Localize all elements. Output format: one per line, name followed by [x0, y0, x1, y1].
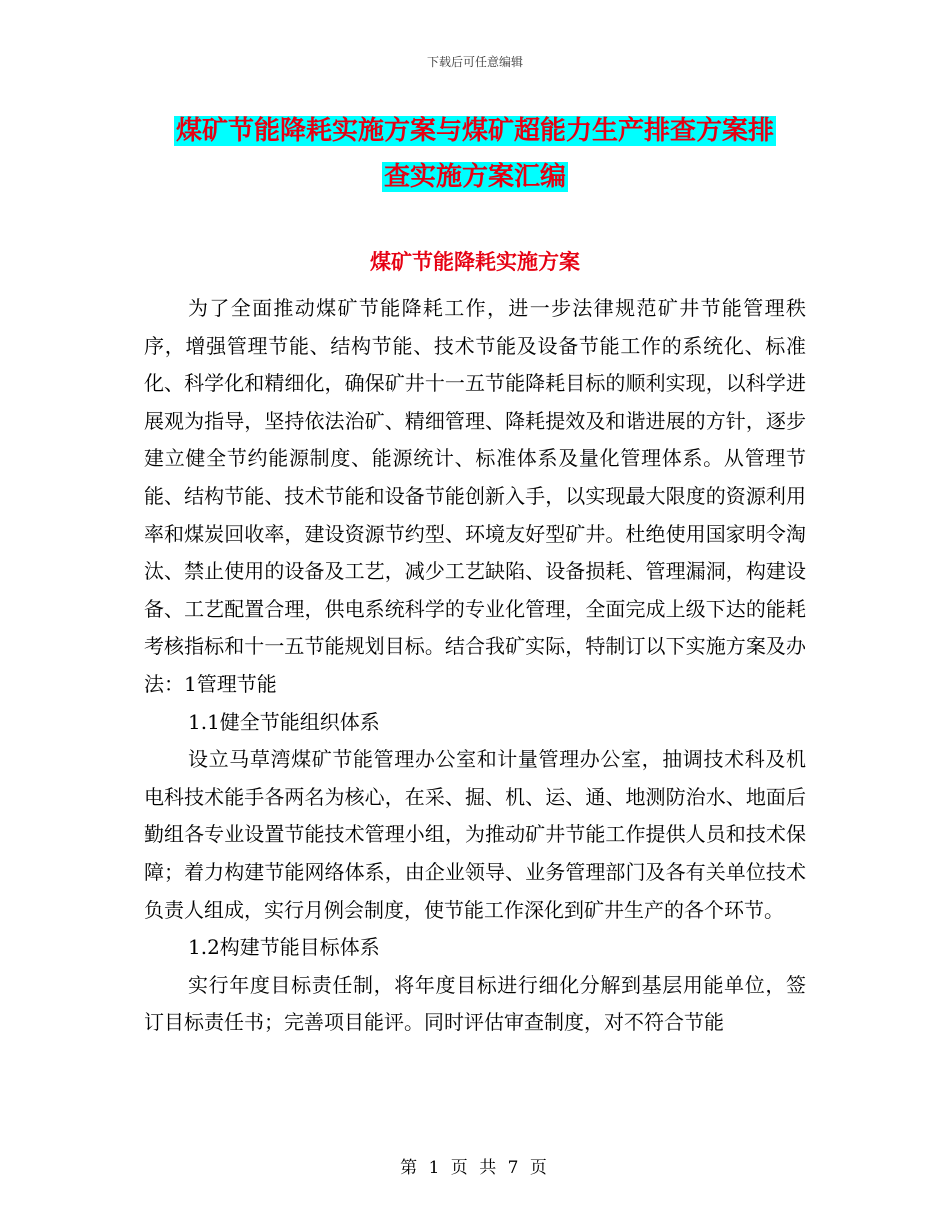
paragraph-organization: 设立马草湾煤矿节能管理办公室和计量管理办公室，抽调技术科及机电科技术能手各两名为核心，在采、掘、机、运、通、地测防治水、地面后勤组各专业设置节能技术管理小组，为推动矿井节能工作提供人员和技术保障；着力构建节能网络体系，由企业领导、业务管理部门及各有关单位技术负责人组成，实行月例会制度，使节能工作深化到矿井生产的各个环节。: [144, 747, 806, 922]
document-body: [144, 290, 806, 1042]
subheading-1-1: 1.1健全节能组织体系: [188, 709, 380, 734]
section-title: 煤矿节能降耗实施方案: [370, 250, 580, 274]
title-line-2: 查实施方案汇编: [383, 162, 566, 192]
paragraph-intro: 为了全面推动煤矿节能降耗工作，进一步法律规范矿井节能管理秩序，增强管理节能、结构节能、技术节能及设备节能工作的系统化、标准化、科学化和精细化，确保矿井十一五节能降耗目标的顺利实现，以科学进展观为指导，坚持依法治矿、精细管理、降耗提效及和谐进展的方针，逐步建立健全节约能源制度、能源统计、标准体系及量化管理体系。从管理节能、结构节能、技术节能和设备节能创新入手，以实现最大限度的资源利用率和煤炭回收率，建设资源节约型、环境友好型矿井。杜绝使用国家明令淘汰、禁止使用的设备及工艺，减少工艺缺陷、设备损耗、管理漏洞，构建设备、工艺配置合理，供电系统科学的专业化管理，全面完成上级下达的能耗考核指标和十一五节能规划目标。结合我矿实际，特制订以下实施方案及办法：1管理节能: [144, 296, 806, 696]
paragraph-targets: 实行年度目标责任制，将年度目标进行细化分解到基层用能单位，签订目标责任书；完善项目能评。同时评估审查制度，对不符合节能: [144, 972, 806, 1035]
document-title: [0, 108, 950, 200]
page-footer: 第 1 页 共 7 页: [400, 1158, 550, 1178]
title-line-1: 煤矿节能降耗实施方案与煤矿超能力生产排查方案排: [175, 116, 774, 146]
page-header: 下载后可任意编辑: [426, 55, 523, 69]
subheading-1-2: 1.2构建节能目标体系: [188, 935, 380, 960]
